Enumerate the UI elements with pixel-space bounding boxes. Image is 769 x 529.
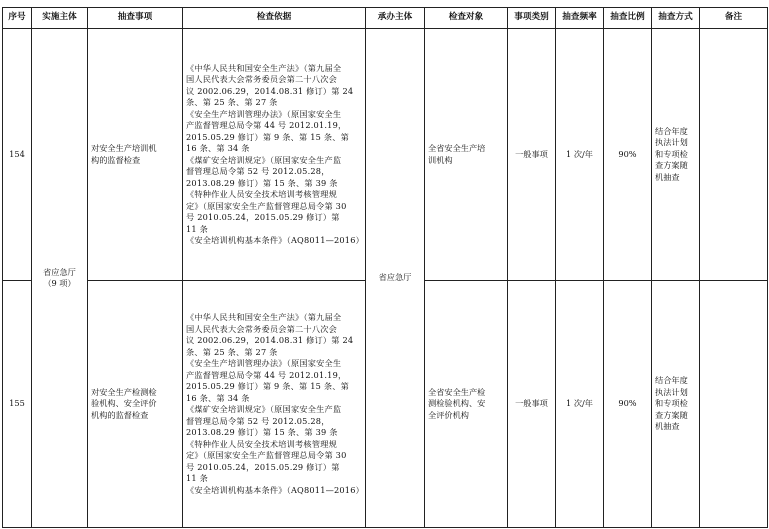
header-cell-category: 事项类别: [508, 8, 556, 29]
inspection-item: [88, 281, 183, 528]
basis-line: 议 2002.06.29，2014.08.31 修订）第 24: [186, 85, 354, 96]
inspection-object: [425, 281, 508, 528]
header-cell-handler: 承办主体: [366, 8, 425, 29]
remark: [700, 29, 768, 281]
check-frequency: 1 次/年: [556, 29, 604, 281]
basis-line: 2013.08.29 修订）第 15 条、第 39 条: [186, 177, 338, 188]
item-line: 对安全生产培训机: [91, 143, 157, 153]
basis-line: 产监督管理总局令第 44 号 2012.01.19，: [186, 369, 347, 380]
basis-line: 督管理总局令第 52 号 2012.05.28，: [186, 166, 330, 176]
basis-line: 《特种作业人员安全技术培训考核管理规: [186, 438, 337, 449]
header-cell-item: 抽查事项: [88, 8, 183, 29]
item-category: 一般事项: [508, 281, 556, 528]
header-cell-frequency: 抽查频率: [556, 8, 604, 29]
item-line: 机构的监督检查: [91, 409, 149, 420]
method-line: 结合年度: [655, 375, 688, 386]
object-line: 全省安全生产培: [428, 143, 486, 153]
object-line: 全省安全生产检: [428, 386, 486, 397]
row-number: 155: [3, 281, 32, 528]
subject-name: 省应急厅: [43, 266, 76, 277]
table-row: [3, 29, 768, 281]
basis-line: 国人民代表大会常务委员会第二十八次会: [186, 323, 337, 334]
method-line: 机抽查: [655, 421, 680, 432]
basis-line: 《特种作业人员安全技术培训考核管理规: [186, 189, 337, 199]
basis-line: 2015.05.29 修订）第 9 条、第 15 条、第: [186, 131, 349, 142]
method-line: 查方案随: [655, 160, 688, 171]
inspection-table: [2, 7, 768, 528]
header-cell-ratio: 抽查比例: [604, 8, 652, 29]
method-line: 机抽查: [655, 171, 680, 182]
basis-line: 定》（原国家安全生产监督管理总局令第 30: [186, 450, 347, 460]
basis-line: 督管理总局令第 52 号 2012.05.28，: [186, 415, 330, 426]
basis-line: 《安全生产培训管理办法》（原国家安全生: [186, 358, 342, 368]
method-line: 查方案随: [655, 409, 688, 420]
basis-line: 2013.08.29 修订）第 15 条、第 39 条: [186, 427, 338, 437]
check-method: [652, 29, 700, 281]
header-cell-basis: 检查依据: [183, 8, 366, 29]
check-ratio: 90%: [604, 29, 652, 281]
header-cell-object: 检查对象: [425, 8, 508, 29]
basis-line: 11 条: [186, 223, 209, 234]
basis-line: 11 条: [186, 473, 209, 483]
basis-line: 《安全培训机构基本条件》（AQ8011—2016）: [186, 484, 365, 495]
header-cell-subject: 实施主体: [32, 8, 88, 29]
basis-line: 号 2010.05.24，2015.05.29 修订）第: [186, 461, 340, 472]
implementing-subject: [32, 29, 88, 528]
subject-count: （9 项）: [43, 278, 76, 288]
header-cell-remark: 备注: [700, 8, 768, 29]
basis-line: 议 2002.06.29，2014.08.31 修订）第 24: [186, 335, 354, 345]
method-line: 执法计划: [655, 386, 688, 397]
basis-line: 定》（原国家安全生产监督管理总局令第 30: [186, 200, 347, 211]
item-line: 对安全生产检测检: [91, 386, 157, 397]
basis-line: 16 条、第 34 条: [186, 143, 250, 153]
item-line: 验机构、安全评价: [91, 398, 157, 409]
basis-line: 《煤矿安全培训规定》（原国家安全生产监: [186, 404, 342, 414]
method-line: 执法计划: [655, 137, 688, 148]
inspection-object: [425, 29, 508, 281]
item-category: 一般事项: [508, 29, 556, 281]
inspection-basis: [183, 29, 366, 281]
basis-line: 《安全培训机构基本条件》（AQ8011—2016）: [186, 235, 365, 245]
handling-subject: 省应急厅: [366, 29, 425, 528]
basis-line: 《中华人民共和国安全生产法》（第九届全: [186, 62, 342, 73]
basis-line: 《中华人民共和国安全生产法》（第九届全: [186, 312, 342, 322]
basis-line: 《煤矿安全培训规定》（原国家安全生产监: [186, 154, 342, 165]
check-method: [652, 281, 700, 528]
check-frequency: 1 次/年: [556, 281, 604, 528]
basis-line: 条、第 25 条、第 27 条: [186, 97, 278, 107]
basis-line: 国人民代表大会常务委员会第二十八次会: [186, 74, 337, 84]
method-line: 和专项检: [655, 148, 688, 159]
object-line: 训机构: [428, 154, 453, 165]
item-line: 构的监督检查: [91, 154, 141, 165]
inspection-item: [88, 29, 183, 281]
remark: [700, 281, 768, 528]
row-number: 154: [3, 29, 32, 281]
header-cell-method: 抽查方式: [652, 8, 700, 29]
basis-line: 16 条、第 34 条: [186, 392, 250, 403]
inspection-basis: [183, 281, 366, 528]
object-line: 全评价机构: [428, 409, 469, 420]
object-line: 测检验机构、安: [428, 398, 486, 409]
header-cell-no: 序号: [3, 8, 32, 29]
method-line: 和专项检: [655, 398, 688, 409]
method-line: 结合年度: [655, 125, 688, 136]
header-row: [3, 8, 768, 29]
basis-line: 产监督管理总局令第 44 号 2012.01.19，: [186, 120, 347, 130]
basis-line: 《安全生产培训管理办法》（原国家安全生: [186, 108, 342, 119]
basis-line: 条、第 25 条、第 27 条: [186, 346, 278, 357]
basis-line: 号 2010.05.24，2015.05.29 修订）第: [186, 212, 340, 222]
check-ratio: 90%: [604, 281, 652, 528]
basis-line: 2015.05.29 修订）第 9 条、第 15 条、第: [186, 381, 349, 391]
